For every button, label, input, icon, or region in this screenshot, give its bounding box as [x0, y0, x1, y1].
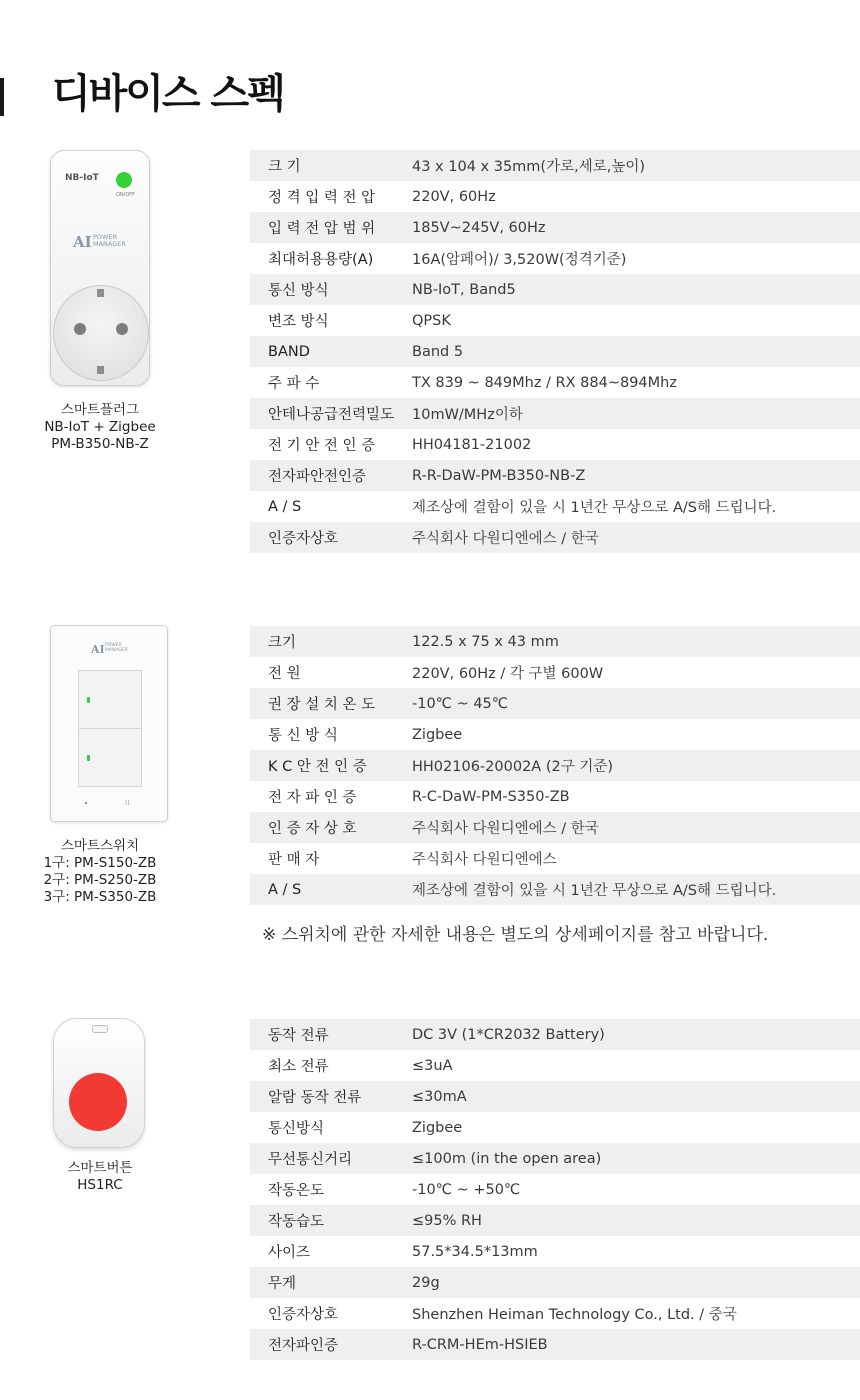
- spec-row: 인증자상호 Shenzhen Heiman Technology Co., Ltd. / 중국: [268, 1307, 737, 1323]
- spec-row: 작동온도 -10℃ ~ +50℃: [268, 1181, 521, 1199]
- socket-ground-bottom: [97, 366, 104, 374]
- spec-row: 인 증 자 상 호 주식회사 다원디엔에스 / 한국: [250, 812, 860, 843]
- page-title: 디바이스 스펙: [52, 71, 284, 117]
- spec-row: 전 자 파 인 증 R-C-DaW-PM-S350-ZB: [268, 788, 570, 806]
- switch-key-2: [78, 728, 142, 787]
- spec-row: 정 격 입 력 전 압 220V, 60Hz: [268, 188, 496, 206]
- smart-plug-spec-table: [250, 150, 860, 553]
- switch-sensor-dot: [85, 802, 87, 804]
- spec-row: 변조 방식 QPSK: [268, 312, 451, 330]
- switch-key-1: [78, 670, 142, 729]
- spec-row: 전자파인증 R-CRM-HEm-HSIEB: [250, 1329, 860, 1360]
- spec-row: 통신방식 Zigbee: [268, 1119, 463, 1137]
- plug-socket-icon: [53, 285, 149, 381]
- spec-row: 통신 방식 NB-IoT, Band5: [250, 274, 860, 305]
- socket-hole-right: [116, 323, 128, 335]
- socket-hole-left: [74, 323, 86, 335]
- spec-row: BAND Band 5: [250, 336, 860, 367]
- spec-row: 전자파안전인증 R-R-DaW-PM-B350-NB-Z: [250, 460, 860, 491]
- spec-row: A / S 제조상에 결함이 있을 시 1년간 무상으로 A/S해 드립니다.: [250, 874, 860, 905]
- switch-led-icon: [87, 755, 90, 761]
- spec-row: 최대허용용량(A) 16A(암페어)/ 3,520W(정격기준): [268, 252, 627, 268]
- spec-row: 주 파 수 TX 839 ~ 849Mhz / RX 884~894Mhz: [268, 374, 677, 392]
- spec-row: 크기 122.5 x 75 x 43 mm: [250, 626, 860, 657]
- switch-note: ※ 스위치에 관한 자세한 내용은 별도의 상세페이지를 참고 바랍니다.: [262, 925, 769, 945]
- spec-row: 인증자상호 주식회사 다원디엔에스 / 한국: [250, 522, 860, 553]
- spec-row: 전 원 220V, 60Hz / 각 구별 600W: [268, 666, 604, 682]
- switch-logo-ai: AI: [91, 643, 105, 656]
- plug-model-label: NB-IoT: [65, 173, 99, 183]
- button-slot-icon: [92, 1025, 108, 1033]
- smart-button-spec-table: [250, 1019, 860, 1360]
- plug-led-icon: [116, 172, 132, 188]
- spec-row: 무선통신거리 ≤100m (in the open area): [250, 1143, 860, 1174]
- smart-button-image: [53, 1018, 145, 1148]
- switch-led-icon: [87, 697, 90, 703]
- spec-row: 권 장 설 치 온 도 -10℃ ~ 45℃: [250, 688, 860, 719]
- spec-row: 판 매 자 주식회사 다원디엔에스: [268, 852, 557, 868]
- spec-row: 입 력 전 압 범 위 185V~245V, 60Hz: [250, 212, 860, 243]
- smart-plug-image: [50, 150, 150, 386]
- spec-row: 알람 동작 전류 ≤30mA: [250, 1081, 860, 1112]
- smart-switch-image: [50, 625, 168, 822]
- plug-logo-text: POWER MANAGER: [93, 233, 126, 248]
- switch-logo-text: POWER MANAGER: [105, 643, 128, 653]
- red-button-icon: [69, 1073, 127, 1131]
- spec-row: 전 기 안 전 인 증 HH04181-21002: [268, 436, 532, 454]
- title-accent-bar: [0, 78, 4, 116]
- socket-ground-top: [97, 289, 104, 297]
- spec-row: 크 기 43 x 104 x 35mm(가로,세로,높이): [250, 150, 860, 181]
- spec-row: 작동습도 ≤95% RH: [250, 1205, 860, 1236]
- spec-row: A / S 제조상에 결함이 있을 시 1년간 무상으로 A/S해 드립니다.: [268, 498, 777, 516]
- smart-button-caption: 스마트버튼 HS1RC: [67, 1160, 133, 1193]
- spec-row: 안테나공급전력밀도 10mW/MHz이하: [250, 398, 860, 429]
- plug-onoff-label: ON/OFF: [116, 192, 136, 198]
- spec-row: 사이즈 57.5*34.5*13mm: [268, 1243, 538, 1261]
- spec-row: K C 안 전 인 증 HH02106-20002A (2구 기준): [250, 750, 860, 781]
- spec-row: 통 신 방 식 Zigbee: [268, 726, 463, 744]
- plug-logo-ai: AI: [73, 233, 92, 251]
- smart-switch-spec-table: [250, 626, 860, 905]
- spec-row: 최소 전류 ≤3uA: [268, 1057, 453, 1075]
- spec-row: 동작 전류 DC 3V (1*CR2032 Battery): [250, 1019, 860, 1050]
- switch-grid-icon: ⁞⁞: [125, 799, 130, 807]
- smart-plug-caption: 스마트플러그 NB-IoT + Zigbee PM-B350-NB-Z: [44, 402, 156, 452]
- spec-row: 무게 29g: [250, 1267, 860, 1298]
- smart-switch-caption: 스마트스위치 1구: PM-S150-ZB 2구: PM-S250-ZB 3구: PM-S350-ZB: [43, 838, 157, 905]
